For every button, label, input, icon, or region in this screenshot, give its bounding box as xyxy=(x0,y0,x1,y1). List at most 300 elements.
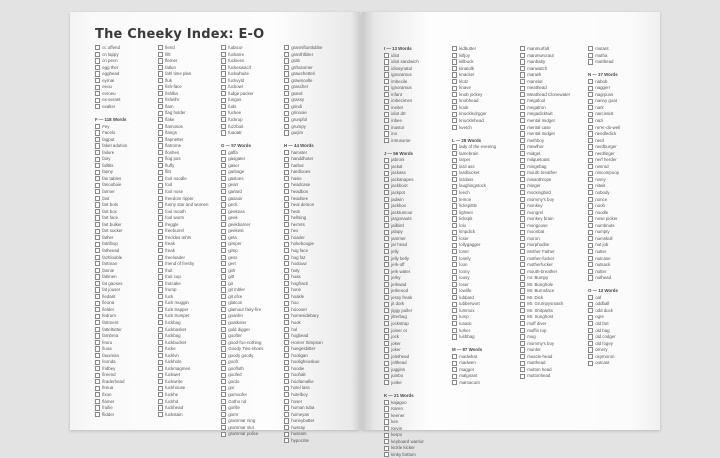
checkbox-icon xyxy=(95,386,100,391)
entry-text: fuckhd xyxy=(165,398,179,404)
entry-text: fanooboie xyxy=(102,182,122,188)
entry-text: jelly belly xyxy=(391,255,410,261)
entry-text: freedom ripper xyxy=(165,195,194,201)
checkbox-icon xyxy=(158,150,163,155)
checkbox-icon xyxy=(588,230,593,235)
checkbox-icon xyxy=(221,281,226,286)
entry-text: jolethead xyxy=(391,353,410,359)
checkbox-icon xyxy=(221,366,226,371)
checkbox-icon xyxy=(588,151,593,156)
entry-text: geck xyxy=(228,202,238,208)
entry-text: imbecimes xyxy=(391,98,413,104)
entry-text: intrusorse xyxy=(391,137,411,143)
entry-text: fatteltutter xyxy=(102,326,122,332)
entry-text: ogre xyxy=(595,314,604,320)
entry-text: muffin top xyxy=(527,327,547,333)
entry-text: fuckbasket xyxy=(165,326,187,332)
checkbox-icon xyxy=(520,243,525,248)
entry-text: gimper xyxy=(228,241,242,247)
entry-text: muscle-head xyxy=(527,353,553,359)
entry-text: jacktumour xyxy=(391,209,413,215)
checkbox-icon xyxy=(588,164,593,169)
entry-text: kajagoo xyxy=(391,399,407,405)
checkbox-icon xyxy=(95,242,100,247)
checkbox-icon xyxy=(520,262,525,267)
checkbox-icon xyxy=(158,412,163,417)
checkbox-icon xyxy=(95,248,100,253)
entry-text: ornery xyxy=(595,347,608,353)
entry-text: freak xyxy=(165,241,175,247)
entry-text: lady of the evening xyxy=(459,144,497,150)
entry-text: jit dork xyxy=(391,301,405,307)
entry-text: nutcase xyxy=(595,255,611,261)
checkbox-icon xyxy=(95,222,100,227)
checkbox-icon xyxy=(221,255,226,260)
checkbox-icon xyxy=(520,72,525,77)
entry-text: fudge packer xyxy=(228,90,254,96)
entry-text: manwatch xyxy=(527,65,548,71)
entry-text: eeou xyxy=(102,84,112,90)
entry-text: heal demon xyxy=(291,202,315,208)
checkbox-icon xyxy=(95,45,100,50)
checkbox-icon xyxy=(520,164,525,169)
entry-text: fuckhe xyxy=(165,391,179,397)
checkbox-icon xyxy=(384,400,389,405)
entry-text: frump xyxy=(165,287,177,293)
checkbox-icon xyxy=(384,236,389,241)
entry-text: naggerr xyxy=(595,85,611,91)
entry-text: failure xyxy=(102,149,115,155)
entry-text: inbee xyxy=(391,118,402,124)
checkbox-icon xyxy=(95,91,100,96)
checkbox-icon xyxy=(520,125,525,130)
entry-text: Gotho nd xyxy=(228,398,247,404)
checkbox-icon xyxy=(158,229,163,234)
entry-text: egghead xyxy=(102,71,120,77)
checkbox-icon xyxy=(452,256,457,261)
entry-text: mental case xyxy=(527,124,551,130)
checkbox-icon xyxy=(384,374,389,379)
entry-text: jolthead xyxy=(391,360,407,366)
checkbox-icon xyxy=(588,197,593,202)
checkbox-icon xyxy=(452,53,457,58)
checkbox-icon xyxy=(452,105,457,110)
checkbox-icon xyxy=(588,203,593,208)
entry-text: ignoramus xyxy=(391,85,412,91)
entry-text: fruit cup xyxy=(165,274,181,280)
checkbox-icon xyxy=(284,340,289,345)
checkbox-icon xyxy=(384,66,389,71)
entry-text: midget xyxy=(527,150,541,156)
entry-text: hamster xyxy=(291,149,308,155)
entry-text: lonely xyxy=(459,255,471,261)
entry-text: grassy xyxy=(291,97,305,103)
checkbox-icon xyxy=(221,248,226,253)
entry-text: friend of freshy xyxy=(165,261,195,267)
checkbox-icon xyxy=(284,65,289,70)
entry-text: homesidebary xyxy=(291,313,319,319)
entry-text: hasie xyxy=(291,175,302,181)
checkbox-icon xyxy=(520,53,525,58)
checkbox-icon xyxy=(452,86,457,91)
checkbox-icon xyxy=(384,275,389,280)
checkbox-icon xyxy=(284,360,289,365)
entry-text: geek xyxy=(228,215,238,221)
checkbox-icon xyxy=(95,366,100,371)
checkbox-icon xyxy=(520,92,525,97)
checkbox-icon xyxy=(284,287,289,292)
checkbox-icon xyxy=(520,203,525,208)
checkbox-icon xyxy=(221,189,226,194)
checkbox-icon xyxy=(452,210,457,215)
checkbox-icon xyxy=(588,144,593,149)
checkbox-icon xyxy=(158,379,163,384)
entry-text: fuckbucket xyxy=(165,339,187,345)
right-page xyxy=(362,12,660,457)
checkbox-icon xyxy=(384,99,389,104)
checkbox-icon xyxy=(452,354,457,359)
entry-text: handdhoter xyxy=(291,156,314,162)
checkbox-icon xyxy=(95,170,100,175)
checkbox-icon xyxy=(588,341,593,346)
entry-text: jessy freak xyxy=(391,294,413,300)
checkbox-icon xyxy=(95,176,100,181)
entry-text: cn pecn xyxy=(102,58,118,64)
checkbox-icon xyxy=(95,281,100,286)
checkbox-icon xyxy=(284,130,289,135)
entry-text: feuru xyxy=(102,339,113,345)
checkbox-icon xyxy=(221,320,226,325)
entry-text: laughingstock xyxy=(459,183,487,189)
entry-text: madwen xyxy=(459,360,476,366)
checkbox-icon xyxy=(588,295,593,300)
entry-text: fucke xyxy=(165,346,176,352)
checkbox-icon xyxy=(158,65,163,70)
entry-text: noob xyxy=(595,203,605,209)
entry-text: hoser xyxy=(291,398,303,404)
checkbox-icon xyxy=(158,157,163,162)
checkbox-icon xyxy=(520,374,525,379)
checkbox-icon xyxy=(384,59,389,64)
entry-text: freeloader xyxy=(165,254,185,260)
index-entry xyxy=(284,438,348,445)
checkbox-icon xyxy=(95,157,100,162)
checkbox-icon xyxy=(221,45,226,50)
section-heading: K — 21 Words xyxy=(384,392,414,398)
checkbox-icon xyxy=(588,354,593,359)
entry-text: juggins xyxy=(391,366,406,372)
checkbox-icon xyxy=(384,347,389,352)
checkbox-icon xyxy=(158,45,163,50)
checkbox-icon xyxy=(452,72,457,77)
entry-text: numskull xyxy=(595,235,613,241)
checkbox-icon xyxy=(158,111,163,116)
checkbox-icon xyxy=(384,315,389,320)
checkbox-icon xyxy=(221,176,226,181)
checkbox-icon xyxy=(284,261,289,266)
checkbox-icon xyxy=(158,327,163,332)
checkbox-icon xyxy=(158,189,163,194)
entry-text: granthlbiter xyxy=(291,51,314,57)
checkbox-icon xyxy=(520,99,525,104)
checkbox-icon xyxy=(158,176,163,181)
section-heading: F — 118 Words xyxy=(95,117,127,123)
section-heading: H — 44 Words xyxy=(284,143,314,149)
entry-text: manmwrcraut xyxy=(527,52,554,58)
checkbox-icon xyxy=(520,138,525,143)
checkbox-icon xyxy=(158,71,163,76)
checkbox-icon xyxy=(95,301,100,306)
checkbox-icon xyxy=(384,295,389,300)
entry-text: monkey brain xyxy=(527,216,554,222)
checkbox-icon xyxy=(95,353,100,358)
entry-text: hone xyxy=(291,287,301,293)
right-column-2 xyxy=(452,46,518,386)
checkbox-icon xyxy=(520,282,525,287)
entry-text: mouth-breather xyxy=(527,268,558,274)
checkbox-icon xyxy=(284,294,289,299)
checkbox-icon xyxy=(520,288,525,293)
checkbox-icon xyxy=(520,86,525,91)
entry-text: morphodite xyxy=(527,242,550,248)
checkbox-icon xyxy=(158,287,163,292)
checkbox-icon xyxy=(158,307,163,312)
entry-text: lamebrain xyxy=(459,150,479,156)
checkbox-icon xyxy=(158,294,163,299)
checkbox-icon xyxy=(284,150,289,155)
entry-text: gaffa xyxy=(228,149,238,155)
checkbox-icon xyxy=(284,432,289,437)
checkbox-icon xyxy=(95,202,100,207)
entry-text: narcissist xyxy=(595,111,614,117)
checkbox-icon xyxy=(95,130,100,135)
checkbox-icon xyxy=(284,222,289,227)
entry-text: ignoramus xyxy=(391,72,412,78)
entry-text: methboy xyxy=(527,137,545,143)
entry-text: fast xyxy=(102,195,110,201)
entry-text: lardass xyxy=(459,176,474,182)
entry-text: manbaby xyxy=(527,59,546,65)
checkbox-icon xyxy=(158,360,163,365)
checkbox-icon xyxy=(452,302,457,307)
entry-text: mamacunt xyxy=(459,379,480,385)
entry-text: hussam xyxy=(291,431,307,437)
entry-text: oxymoron xyxy=(595,353,615,359)
checkbox-icon xyxy=(520,334,525,339)
checkbox-icon xyxy=(520,158,525,163)
checkbox-icon xyxy=(284,425,289,430)
checkbox-icon xyxy=(221,242,226,247)
entry-text: Kevin xyxy=(391,425,403,431)
entry-text: muff diver xyxy=(527,320,547,326)
checkbox-icon xyxy=(221,124,226,129)
entry-text: maggot xyxy=(459,366,474,372)
entry-text: killjoy xyxy=(459,52,470,58)
checkbox-icon xyxy=(158,235,163,240)
entry-text: jabroni xyxy=(391,157,405,163)
entry-text: keener xyxy=(391,412,405,418)
checkbox-icon xyxy=(588,210,593,215)
checkbox-icon xyxy=(588,99,593,104)
checkbox-icon xyxy=(520,118,525,123)
checkbox-icon xyxy=(452,112,457,117)
checkbox-icon xyxy=(221,294,226,299)
entry-text: fuck muggin xyxy=(165,300,189,306)
entry-text: mingebag xyxy=(527,163,547,169)
index-entry xyxy=(588,360,652,367)
entry-text: ken xyxy=(391,419,399,425)
entry-text: jerkwad xyxy=(391,281,407,287)
entry-text: mockingbird xyxy=(527,190,551,196)
entry-text: heat xyxy=(291,208,300,214)
checkbox-icon xyxy=(221,307,226,312)
checkbox-icon xyxy=(284,333,289,338)
entry-text: Mr. Grumpysmash xyxy=(527,301,564,307)
checkbox-icon xyxy=(384,171,389,176)
checkbox-icon xyxy=(95,124,100,129)
checkbox-icon xyxy=(452,92,457,97)
checkbox-icon xyxy=(384,72,389,77)
checkbox-icon xyxy=(221,196,226,201)
checkbox-icon xyxy=(452,243,457,248)
checkbox-icon xyxy=(284,52,289,57)
checkbox-icon xyxy=(284,157,289,162)
entry-text: father xyxy=(102,234,114,240)
checkbox-icon xyxy=(95,65,100,70)
entry-text: nerdburger xyxy=(595,144,617,150)
entry-text: flangs xyxy=(165,130,177,136)
checkbox-icon xyxy=(95,85,100,90)
entry-text: munter xyxy=(527,347,541,353)
checkbox-icon xyxy=(384,243,389,248)
entry-text: fishlba xyxy=(165,90,178,96)
checkbox-icon xyxy=(284,386,289,391)
checkbox-icon xyxy=(520,197,525,202)
entry-text: fireua xyxy=(102,385,114,391)
checkbox-icon xyxy=(520,151,525,156)
checkbox-icon xyxy=(95,379,100,384)
checkbox-icon xyxy=(384,86,389,91)
checkbox-icon xyxy=(284,268,289,273)
left-column-2 xyxy=(158,45,220,418)
checkbox-icon xyxy=(452,275,457,280)
entry-text: Mr. Shitpants xyxy=(527,307,553,313)
entry-text: hotel lass xyxy=(291,385,310,391)
checkbox-icon xyxy=(284,353,289,358)
entry-text: garbage xyxy=(228,169,245,175)
checkbox-icon xyxy=(588,256,593,261)
checkbox-icon xyxy=(158,137,163,142)
checkbox-icon xyxy=(452,118,457,123)
checkbox-icon xyxy=(284,255,289,260)
checkbox-icon xyxy=(221,412,226,417)
entry-text: Fey xyxy=(102,123,110,129)
entry-text: lemon xyxy=(459,196,472,202)
entry-text: mental midget xyxy=(527,131,555,137)
checkbox-icon xyxy=(384,419,389,424)
checkbox-icon xyxy=(384,92,389,97)
entry-text: fagput xyxy=(102,136,115,142)
entry-text: fuck trapper xyxy=(165,306,189,312)
checkbox-icon xyxy=(221,360,226,365)
checkbox-icon xyxy=(520,230,525,235)
checkbox-icon xyxy=(452,203,457,208)
entry-text: goofr xyxy=(228,359,239,365)
entry-text: jackass xyxy=(391,170,406,176)
checkbox-icon xyxy=(452,230,457,235)
entry-text: jailbird xyxy=(391,222,404,228)
entry-text: nuthead xyxy=(595,275,612,281)
checkbox-icon xyxy=(384,79,389,84)
checkbox-icon xyxy=(452,334,457,339)
checkbox-icon xyxy=(221,327,226,332)
entry-text: human tuba xyxy=(291,405,315,411)
entry-text: klotz xyxy=(459,78,469,84)
entry-text: fiedarit xyxy=(102,293,116,299)
checkbox-icon xyxy=(452,223,457,228)
checkbox-icon xyxy=(95,340,100,345)
section-heading: J — 56 Words xyxy=(384,150,413,156)
checkbox-icon xyxy=(221,333,226,338)
checkbox-icon xyxy=(95,215,100,220)
checkbox-icon xyxy=(384,433,389,438)
checkbox-icon xyxy=(588,275,593,280)
entry-text: honeybutter xyxy=(291,418,315,424)
entry-text: kerpo xyxy=(391,432,403,438)
entry-text: kinatolk xyxy=(459,65,475,71)
entry-text: meathead xyxy=(527,85,547,91)
entry-text: grammar slut xyxy=(228,424,254,430)
checkbox-icon xyxy=(284,346,289,351)
entry-text: lolo xyxy=(459,222,467,228)
entry-text: frutcake xyxy=(165,280,181,286)
checkbox-icon xyxy=(284,314,289,319)
entry-text: fuckiess xyxy=(228,58,245,64)
checkbox-icon xyxy=(221,405,226,410)
entry-text: nincompoop xyxy=(595,170,620,176)
entry-text: evroeu xyxy=(102,90,116,96)
checkbox-icon xyxy=(452,308,457,313)
entry-text: fuaoatr xyxy=(228,130,242,136)
open-book xyxy=(70,12,660,457)
checkbox-icon xyxy=(384,288,389,293)
entry-text: jock xyxy=(391,334,399,340)
checkbox-icon xyxy=(588,361,593,366)
checkbox-icon xyxy=(221,386,226,391)
checkbox-icon xyxy=(452,328,457,333)
entry-text: old fart xyxy=(595,320,609,326)
entry-text: gornoofer xyxy=(228,391,247,397)
checkbox-icon xyxy=(588,131,593,136)
entry-text: fieona xyxy=(102,300,115,306)
entry-text: gornr xyxy=(228,411,239,417)
entry-text: joiner ot xyxy=(391,327,407,333)
checkbox-icon xyxy=(588,46,593,51)
entry-text: gert xyxy=(228,261,236,267)
entry-text: fiuoa xyxy=(102,346,112,352)
checkbox-icon xyxy=(588,321,593,326)
entry-text: manmurfalt xyxy=(527,46,550,51)
checkbox-icon xyxy=(452,321,457,326)
checkbox-icon xyxy=(284,373,289,378)
entry-text: hotelboy xyxy=(291,391,308,397)
checkbox-icon xyxy=(158,320,163,325)
entry-text: mongoose xyxy=(527,222,548,228)
entry-text: geekest xyxy=(228,228,244,234)
entry-text: hog face xyxy=(291,247,309,253)
checkbox-icon xyxy=(284,176,289,181)
entry-text: limpdick xyxy=(459,229,476,235)
